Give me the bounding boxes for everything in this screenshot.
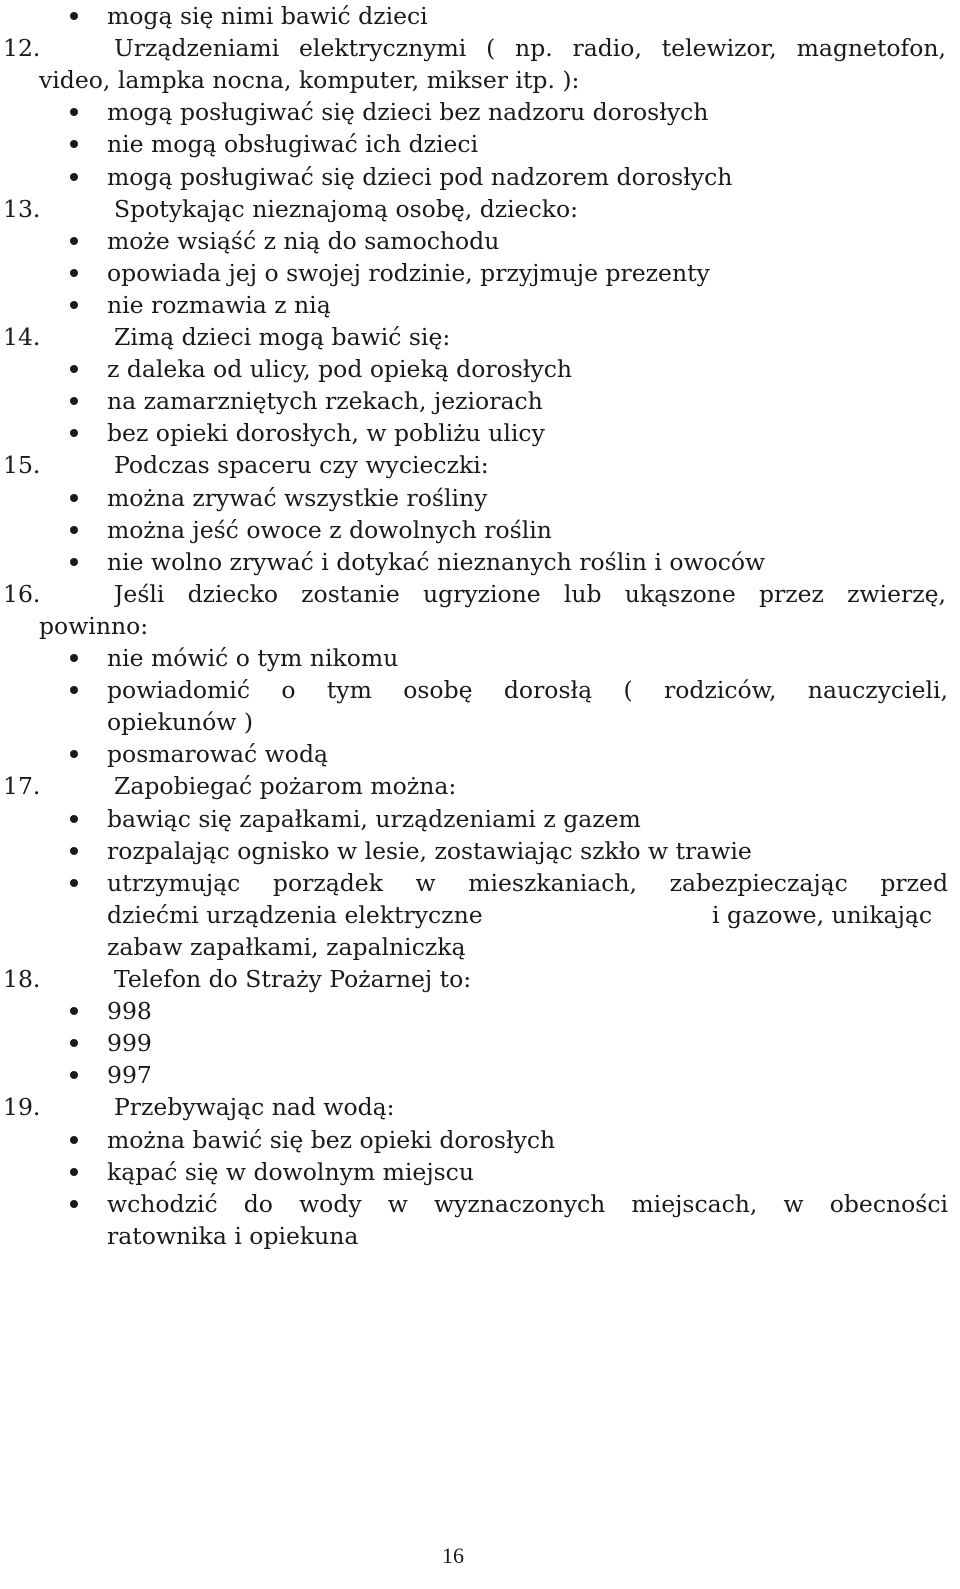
answer-option — [0, 1188, 960, 1220]
answer-text: opowiada jej o swojej rodzinie, przyjmuje prezenty — [107, 258, 710, 287]
answer-text: nie mogą obsługiwać ich dzieci — [107, 130, 479, 159]
answer-text-continued: dziećmi urządzenia elektryczne — [107, 900, 483, 929]
question-text: Telefon do Straży Pożarnej to: — [114, 965, 472, 993]
answer-text: nie rozmawia z nią — [107, 290, 331, 319]
answer-text: mogą posługiwać się dzieci bez nadzoru dorosłych — [107, 98, 709, 127]
question-text: Podczas spaceru czy wycieczki: — [114, 451, 489, 480]
answer-text: na zamarzniętych rzekach, jeziorach — [107, 387, 543, 416]
question-number: 14. — [3, 323, 41, 351]
bullet-icon — [70, 237, 78, 245]
bullet-icon — [70, 1200, 78, 1208]
answer-option — [0, 128, 960, 160]
answer-option — [0, 225, 960, 257]
answer-text: bawiąc się zapałkami, urządzeniami z gazem — [107, 804, 641, 833]
answer-option — [0, 1027, 960, 1059]
continuation-line — [0, 610, 960, 642]
answer-text: 999 — [107, 1029, 152, 1058]
question-number: 15. — [3, 451, 41, 480]
question-text: Zapobiegać pożarom można: — [114, 772, 457, 801]
answer-text: bez opieki dorosłych, w pobliżu ulicy — [107, 419, 545, 448]
answer-option — [0, 1059, 960, 1091]
answer-text: z daleka od ulicy, pod opieką dorosłych — [107, 355, 572, 384]
question-line — [0, 963, 960, 995]
bullet-icon — [70, 1071, 78, 1079]
answer-option — [0, 642, 960, 674]
answer-text: kąpać się w dowolnym miejscu — [107, 1157, 474, 1186]
answer-text: rozpalając ognisko w lesie, zostawiając szkło w trawie — [107, 836, 752, 865]
bullet-icon — [70, 108, 78, 116]
question-text-continued: video, lampka nocna, komputer, mikser itp. ): — [39, 66, 580, 95]
answer-option — [0, 161, 960, 193]
answer-option — [0, 0, 960, 32]
bullet-icon — [70, 365, 78, 373]
question-line — [0, 449, 960, 481]
answer-option — [0, 995, 960, 1027]
answer-text: można bawić się bez opieki dorosłych — [107, 1125, 556, 1154]
bullet-icon — [70, 815, 78, 823]
answer-text-continued: opiekunów ) — [107, 708, 254, 737]
bullet-icon — [70, 494, 78, 502]
bullet-icon — [70, 140, 78, 148]
answer-option — [0, 738, 960, 770]
question-text: Zimą dzieci mogą bawić się: — [114, 323, 451, 351]
answer-text-continued: zabaw zapałkami, zapalniczką — [107, 932, 466, 961]
continuation-line — [0, 931, 960, 963]
bullet-icon — [70, 301, 78, 309]
question-text: Urządzeniami elektrycznymi ( np. radio, telewizor, magnetofon, — [114, 34, 946, 63]
answer-text: posmarować wodą — [107, 740, 329, 769]
question-line — [0, 578, 960, 610]
bullet-icon — [70, 397, 78, 405]
bullet-icon — [70, 558, 78, 566]
answer-text: nie mówić o tym nikomu — [107, 644, 399, 672]
answer-option — [0, 353, 960, 385]
answer-option — [0, 546, 960, 578]
bullet-icon — [70, 1039, 78, 1047]
answer-option — [0, 803, 960, 835]
continuation-line — [0, 64, 960, 96]
question-number: 19. — [3, 1093, 41, 1122]
answer-text: wchodzić do wody w wyznaczonych miejscach, w obecności — [107, 1189, 948, 1218]
answer-option — [0, 835, 960, 867]
answer-option — [0, 1156, 960, 1188]
bullet-icon — [70, 654, 78, 662]
bullet-icon — [70, 12, 78, 20]
bullet-icon — [70, 847, 78, 855]
question-text: Jeśli dziecko zostanie ugryzione lub ukąszone przez zwierzę, — [114, 579, 946, 608]
question-line — [0, 32, 960, 64]
bullet-icon — [70, 1136, 78, 1144]
answer-text: 997 — [107, 1061, 152, 1090]
answer-text: można jeść owoce z dowolnych roślin — [107, 515, 552, 544]
answer-option — [0, 867, 960, 899]
answer-option — [0, 385, 960, 417]
question-text-continued: powinno: — [39, 611, 149, 640]
question-text: Spotykając nieznajomą osobę, dziecko: — [114, 194, 579, 223]
answer-text: mogą się nimi bawić dzieci — [107, 2, 428, 30]
answer-text: utrzymując porządek w mieszkaniach, zabezpieczając przed — [107, 868, 948, 897]
answer-option — [0, 1124, 960, 1156]
answer-text: nie wolno zrywać i dotykać nieznanych roślin i owoców — [107, 547, 766, 576]
answer-option — [0, 674, 960, 706]
answer-text: może wsiąść z nią do samochodu — [107, 226, 500, 255]
question-line — [0, 321, 960, 353]
bullet-icon — [70, 1007, 78, 1015]
answer-option — [0, 482, 960, 514]
bullet-icon — [70, 686, 78, 694]
bullet-icon — [70, 429, 78, 437]
answer-text: można zrywać wszystkie rośliny — [107, 483, 488, 512]
question-number: 17. — [3, 772, 41, 801]
bullet-icon — [70, 1168, 78, 1176]
answer-text-continued: ratownika i opiekuna — [107, 1221, 359, 1250]
bullet-icon — [70, 750, 78, 758]
question-line — [0, 770, 960, 802]
answer-text: 998 — [107, 997, 152, 1026]
answer-text: powiadomić o tym osobę dorosłą ( rodziców, nauczycieli, — [107, 676, 948, 705]
page-number: 16 — [442, 1543, 464, 1568]
question-number: 13. — [3, 194, 41, 223]
bullet-icon — [70, 526, 78, 534]
question-text: Przebywając nad wodą: — [114, 1093, 395, 1122]
answer-option — [0, 257, 960, 289]
answer-option — [0, 96, 960, 128]
continuation-line — [0, 899, 960, 931]
question-line — [0, 1091, 960, 1123]
continuation-line — [0, 1220, 960, 1252]
question-number: 16. — [3, 579, 41, 608]
bullet-icon — [70, 879, 78, 887]
bullet-icon — [70, 269, 78, 277]
question-number: 18. — [3, 965, 41, 993]
answer-text-continued-right: i gazowe, unikając — [712, 900, 933, 929]
answer-option — [0, 417, 960, 449]
answer-option — [0, 289, 960, 321]
answer-option — [0, 514, 960, 546]
continuation-line — [0, 706, 960, 738]
answer-text: mogą posługiwać się dzieci pod nadzorem dorosłych — [107, 162, 733, 191]
question-number: 12. — [3, 34, 41, 63]
question-line — [0, 193, 960, 225]
bullet-icon — [70, 173, 78, 181]
